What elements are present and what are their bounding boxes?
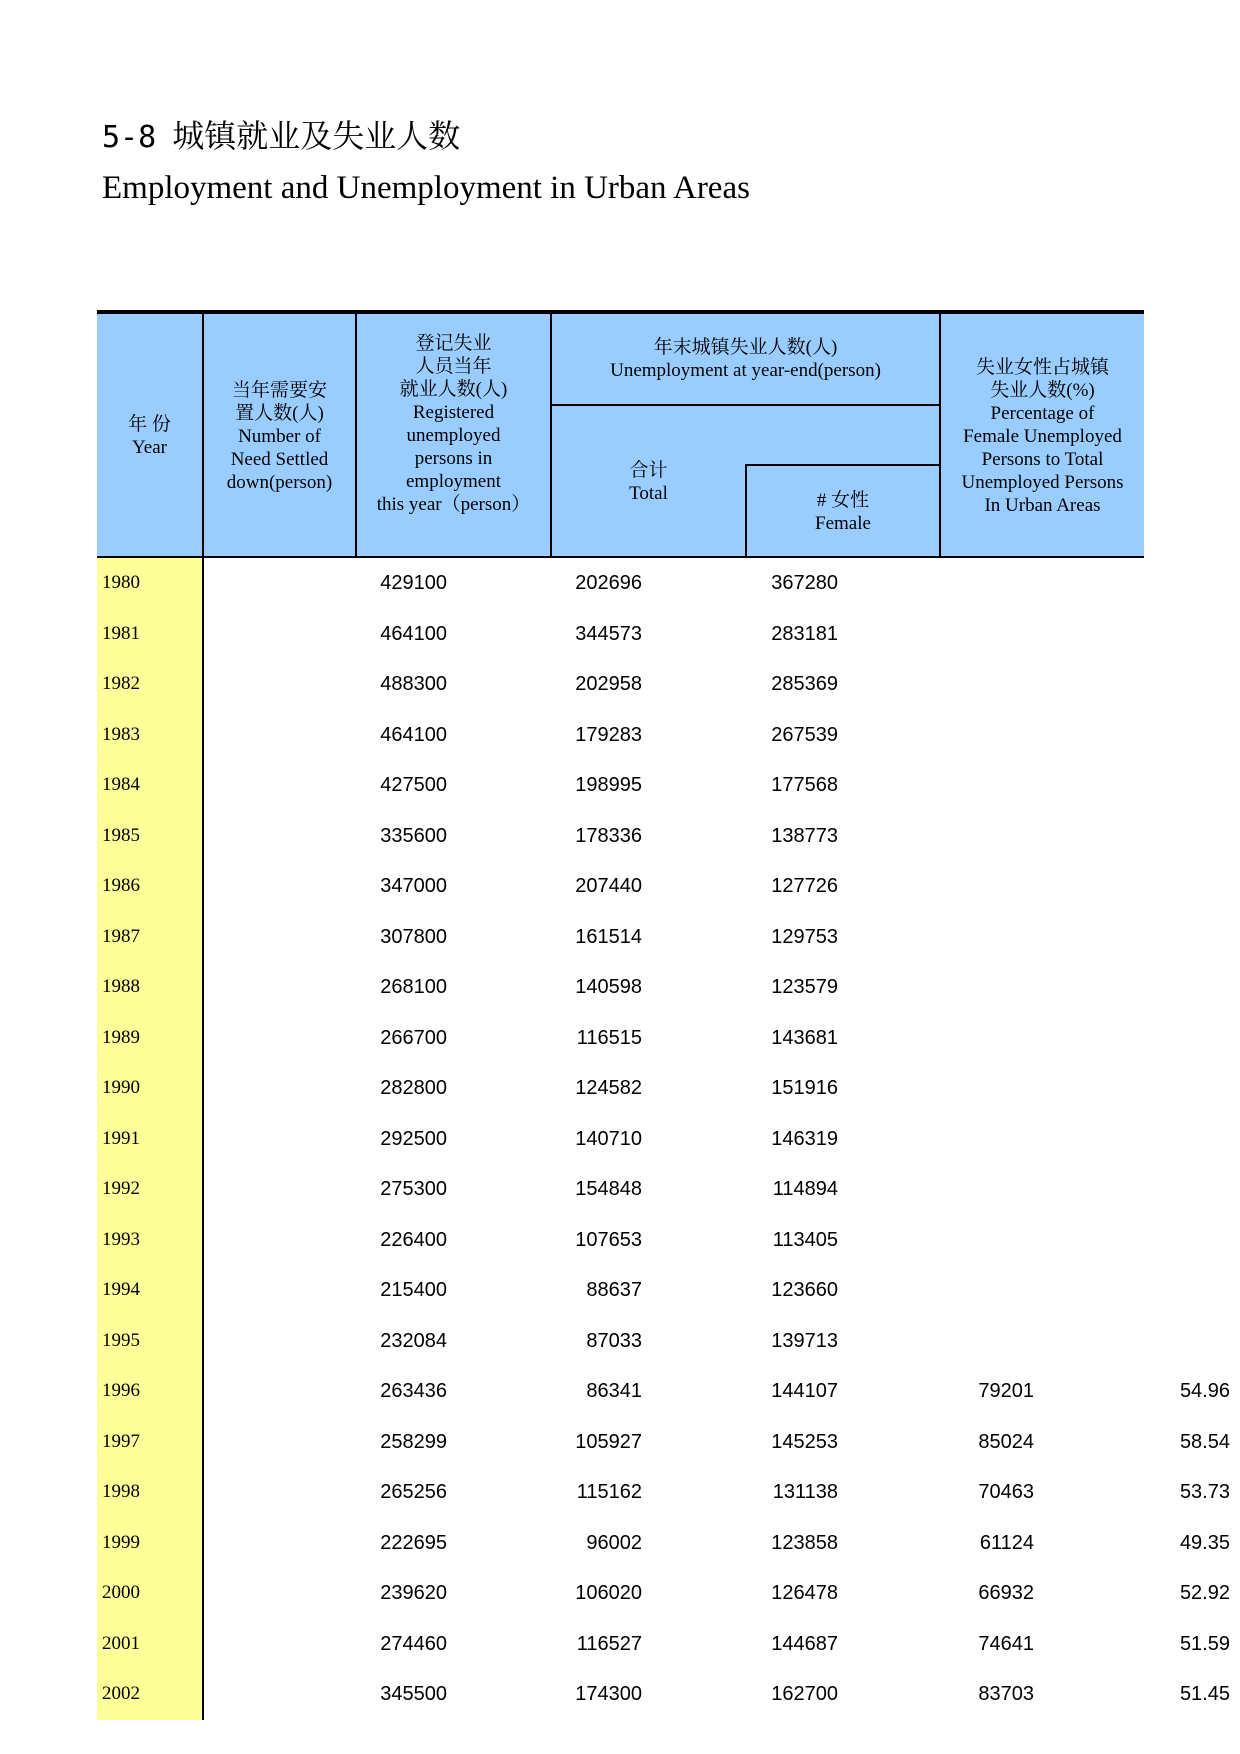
cell-total: 144687 bbox=[771, 1632, 838, 1655]
cell-year: 2001 bbox=[97, 1619, 202, 1670]
cell-year: 1995 bbox=[97, 1316, 202, 1367]
header-total: 合计 Total bbox=[629, 460, 668, 504]
cell-year: 1996 bbox=[97, 1366, 202, 1417]
cell-total: 127726 bbox=[771, 875, 838, 897]
cell-year: 1991 bbox=[97, 1114, 202, 1165]
cell-registered: 140710 bbox=[575, 1127, 642, 1150]
cell-percentage: 51.45 bbox=[1179, 1683, 1230, 1705]
cell-need-settled: 263436 bbox=[380, 1380, 447, 1402]
cell-female: 66932 bbox=[978, 1582, 1034, 1604]
title-cn-text: 城镇就业及失业人数 bbox=[172, 118, 461, 154]
cell-year: 1993 bbox=[97, 1215, 202, 1266]
cell-female: 70463 bbox=[978, 1481, 1034, 1503]
cell-percentage: 51.59 bbox=[1179, 1632, 1230, 1655]
table-row bbox=[97, 659, 1144, 710]
page-title-en: Employment and Unemployment in Urban Areas bbox=[102, 170, 750, 206]
cell-total: 144107 bbox=[771, 1380, 838, 1402]
table-row bbox=[97, 1215, 1144, 1266]
table-row bbox=[97, 609, 1144, 660]
cell-total: 113405 bbox=[772, 1228, 838, 1251]
table-body bbox=[97, 558, 1230, 1720]
cell-female: 79201 bbox=[978, 1380, 1034, 1402]
cell-need-settled: 347000 bbox=[380, 875, 447, 897]
cell-total: 131138 bbox=[772, 1481, 838, 1503]
cell-year: 1980 bbox=[97, 558, 202, 609]
cell-registered: 87033 bbox=[586, 1329, 642, 1352]
cell-total: 123660 bbox=[771, 1279, 838, 1301]
cell-total: 151916 bbox=[771, 1077, 838, 1099]
cell-need-settled: 226400 bbox=[380, 1228, 447, 1251]
cell-registered: 124582 bbox=[575, 1077, 642, 1099]
cell-registered: 105927 bbox=[575, 1430, 642, 1453]
cell-percentage: 52.92 bbox=[1179, 1582, 1230, 1604]
cell-need-settled: 464100 bbox=[380, 723, 447, 746]
cell-need-settled: 335600 bbox=[380, 824, 447, 847]
cell-percentage bbox=[934, 659, 1230, 710]
cell-percentage bbox=[934, 1316, 1230, 1367]
table-row bbox=[97, 1316, 1144, 1367]
cell-year: 1990 bbox=[97, 1063, 202, 1114]
table-row bbox=[97, 1063, 1144, 1114]
cell-year: 1982 bbox=[97, 659, 202, 710]
cell-registered: 88637 bbox=[586, 1279, 642, 1301]
cell-need-settled: 429100 bbox=[380, 572, 447, 594]
cell-registered: 178336 bbox=[575, 824, 642, 847]
cell-need-settled: 282800 bbox=[380, 1077, 447, 1099]
table-row bbox=[97, 1013, 1144, 1064]
cell-total: 114894 bbox=[772, 1178, 838, 1200]
cell-need-settled: 292500 bbox=[380, 1127, 447, 1150]
cell-total: 145253 bbox=[771, 1430, 838, 1453]
cell-percentage bbox=[934, 710, 1230, 761]
cell-total: 267539 bbox=[771, 723, 838, 746]
cell-need-settled: 307800 bbox=[380, 925, 447, 948]
cell-registered: 202696 bbox=[575, 572, 642, 594]
header-registered: 登记失业 人员当年 就业人数(人) Registered unemployed persons in employment this year（person） bbox=[376, 333, 531, 515]
cell-percentage: 53.73 bbox=[1179, 1481, 1230, 1503]
cell-need-settled: 275300 bbox=[380, 1178, 447, 1200]
cell-registered: 106020 bbox=[575, 1582, 642, 1604]
header-unemployment-group: 年末城镇失业人数(人) Unemployment at year-end(person) bbox=[610, 337, 881, 381]
cell-need-settled: 464100 bbox=[380, 622, 447, 645]
header-year: 年 份 Year bbox=[128, 414, 171, 458]
cell-total: 367280 bbox=[771, 572, 838, 594]
cell-need-settled: 274460 bbox=[380, 1632, 447, 1655]
table-row bbox=[97, 1467, 1230, 1518]
table-row bbox=[97, 1366, 1230, 1417]
cell-percentage: 58.54 bbox=[1179, 1430, 1230, 1453]
header-female: # 女性 Female bbox=[815, 490, 871, 534]
table-row bbox=[97, 558, 1144, 609]
cell-total: 162700 bbox=[771, 1683, 838, 1705]
table-row bbox=[97, 912, 1144, 963]
cell-registered: 116527 bbox=[576, 1632, 642, 1655]
cell-year: 1994 bbox=[97, 1265, 202, 1316]
cell-percentage bbox=[934, 1114, 1230, 1165]
cell-total: 138773 bbox=[771, 824, 838, 847]
table-row bbox=[97, 1619, 1230, 1670]
cell-registered: 86341 bbox=[586, 1380, 642, 1402]
cell-percentage bbox=[934, 1013, 1230, 1064]
cell-total: 126478 bbox=[771, 1582, 838, 1604]
cell-year: 1988 bbox=[97, 962, 202, 1013]
cell-total: 123858 bbox=[771, 1531, 838, 1554]
cell-registered: 202958 bbox=[575, 673, 642, 695]
cell-total: 129753 bbox=[771, 925, 838, 948]
cell-need-settled: 265256 bbox=[380, 1481, 447, 1503]
cell-need-settled: 215400 bbox=[380, 1279, 447, 1301]
cell-total: 285369 bbox=[771, 673, 838, 695]
cell-registered: 140598 bbox=[575, 976, 642, 998]
cell-registered: 174300 bbox=[575, 1683, 642, 1705]
cell-need-settled: 268100 bbox=[380, 976, 447, 998]
cell-total: 283181 bbox=[771, 622, 838, 645]
table-row bbox=[97, 760, 1144, 811]
cell-registered: 198995 bbox=[575, 774, 642, 796]
table-row bbox=[97, 1114, 1144, 1165]
cell-registered: 107653 bbox=[575, 1228, 642, 1251]
cell-need-settled: 488300 bbox=[380, 673, 447, 695]
cell-percentage bbox=[934, 1164, 1230, 1215]
cell-total: 146319 bbox=[771, 1127, 838, 1150]
cell-registered: 154848 bbox=[575, 1178, 642, 1200]
cell-year: 1997 bbox=[97, 1417, 202, 1468]
cell-year: 1986 bbox=[97, 861, 202, 912]
cell-percentage bbox=[934, 558, 1230, 609]
cell-total: 143681 bbox=[771, 1026, 838, 1049]
cell-percentage bbox=[934, 912, 1230, 963]
table-row bbox=[97, 1518, 1230, 1569]
cell-need-settled: 222695 bbox=[380, 1531, 447, 1554]
cell-need-settled: 239620 bbox=[380, 1582, 447, 1604]
cell-registered: 161514 bbox=[575, 925, 642, 948]
cell-registered: 115162 bbox=[576, 1481, 642, 1503]
table-row bbox=[97, 1164, 1144, 1215]
cell-year: 1987 bbox=[97, 912, 202, 963]
cell-female: 85024 bbox=[978, 1430, 1034, 1453]
cell-year: 2002 bbox=[97, 1669, 202, 1720]
table-row bbox=[97, 861, 1144, 912]
cell-year: 1998 bbox=[97, 1467, 202, 1518]
table-row bbox=[97, 1568, 1230, 1619]
cell-registered: 179283 bbox=[575, 723, 642, 746]
cell-need-settled: 266700 bbox=[380, 1026, 447, 1049]
cell-registered: 207440 bbox=[575, 875, 642, 897]
cell-total: 139713 bbox=[771, 1329, 838, 1352]
header-percentage: 失业女性占城镇 失业人数(%) Percentage of Female Unemployed Persons to Total Unemployed Persons In Urban Areas bbox=[961, 356, 1124, 516]
year-column-divider bbox=[202, 558, 204, 1720]
cell-percentage bbox=[934, 962, 1230, 1013]
cell-total: 177568 bbox=[771, 774, 838, 796]
cell-total: 123579 bbox=[771, 976, 838, 998]
cell-year: 1981 bbox=[97, 609, 202, 660]
cell-year: 1985 bbox=[97, 811, 202, 862]
table-row bbox=[97, 1265, 1144, 1316]
cell-percentage bbox=[934, 609, 1230, 660]
cell-year: 1983 bbox=[97, 710, 202, 761]
cell-year: 2000 bbox=[97, 1568, 202, 1619]
table-row bbox=[97, 710, 1144, 761]
table-row bbox=[97, 1669, 1230, 1720]
cell-need-settled: 258299 bbox=[380, 1430, 447, 1453]
employment-table bbox=[97, 310, 1230, 1720]
cell-female: 83703 bbox=[978, 1683, 1034, 1705]
cell-registered: 344573 bbox=[575, 622, 642, 645]
cell-year: 1999 bbox=[97, 1518, 202, 1569]
table-row bbox=[97, 1417, 1230, 1468]
cell-year: 1984 bbox=[97, 760, 202, 811]
cell-percentage bbox=[934, 760, 1230, 811]
cell-registered: 116515 bbox=[576, 1026, 642, 1049]
cell-percentage bbox=[934, 1265, 1230, 1316]
cell-need-settled: 345500 bbox=[380, 1683, 447, 1705]
cell-need-settled: 427500 bbox=[380, 774, 447, 796]
cell-year: 1992 bbox=[97, 1164, 202, 1215]
header-need-settled: 当年需要安 置人数(人) Number of Need Settled down(person) bbox=[226, 379, 333, 493]
cell-female: 74641 bbox=[978, 1632, 1034, 1655]
cell-percentage: 54.96 bbox=[1179, 1380, 1230, 1402]
cell-need-settled: 232084 bbox=[380, 1329, 447, 1352]
cell-percentage bbox=[934, 861, 1230, 912]
table-header bbox=[97, 310, 1144, 558]
cell-percentage bbox=[934, 811, 1230, 862]
cell-registered: 96002 bbox=[586, 1531, 642, 1554]
cell-percentage: 49.35 bbox=[1179, 1531, 1230, 1554]
table-row bbox=[97, 962, 1144, 1013]
page-title-cn bbox=[102, 112, 460, 162]
cell-percentage bbox=[934, 1063, 1230, 1114]
cell-percentage bbox=[934, 1215, 1230, 1266]
cell-year: 1989 bbox=[97, 1013, 202, 1064]
cell-female: 61124 bbox=[979, 1531, 1034, 1554]
table-row bbox=[97, 811, 1144, 862]
table-number: 5-8 bbox=[102, 120, 157, 155]
